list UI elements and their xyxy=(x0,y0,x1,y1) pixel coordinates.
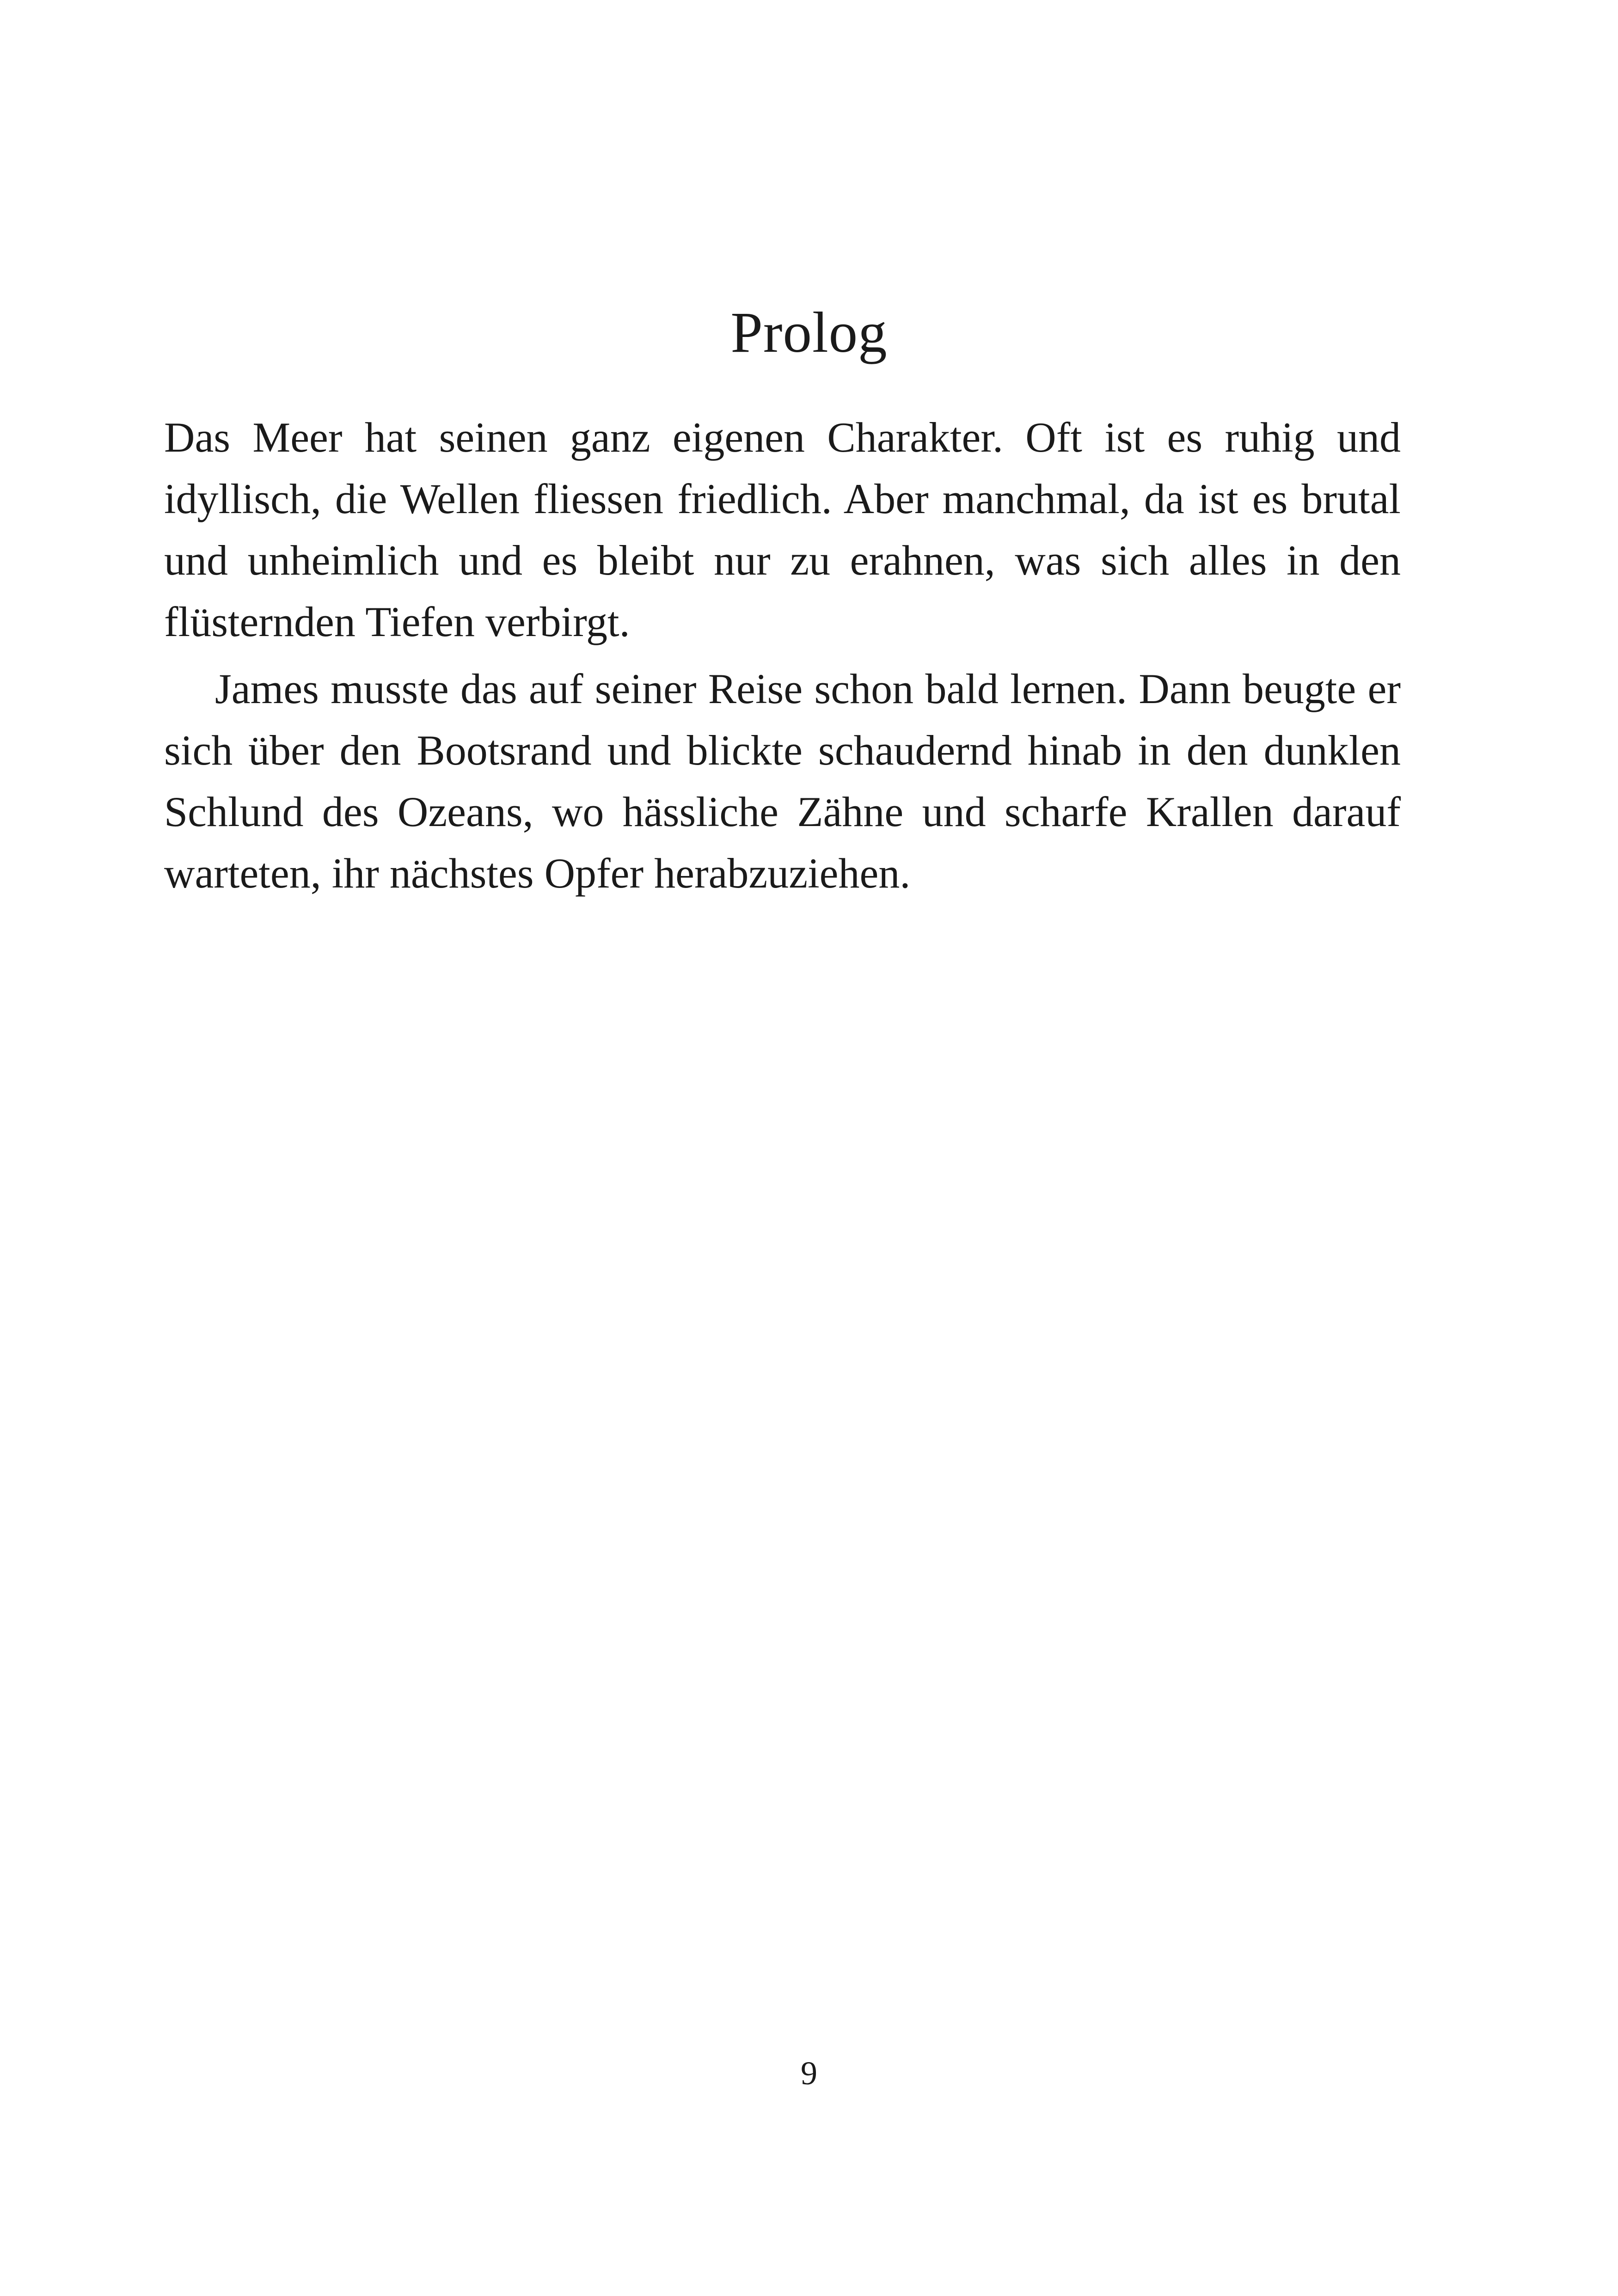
paragraph-2: James musste das auf seiner Reise schon bald lernen. Dann beugte er sich über den Bootsrand und blickte schaudernd hinab in den dunklen Schlund des Ozeans, wo hässliche Zähne und scharfe Krallen darauf warteten, ihr nächstes Opfer herabzuziehen. xyxy=(164,665,1401,897)
paragraph-1: Das Meer hat seinen ganz eigenen Charakter. Oft ist es ruhig und idyllisch, die Wellen fliessen friedlich. Aber manchmal, da ist es brutal und unheimlich und es bleibt nur zu erahnen, was sich alles in den flüsternden Tiefen verbirgt. xyxy=(164,414,1401,645)
page-number: 9 xyxy=(801,2055,817,2092)
chapter-title: Prolog xyxy=(730,301,888,365)
body-text xyxy=(164,407,1401,904)
